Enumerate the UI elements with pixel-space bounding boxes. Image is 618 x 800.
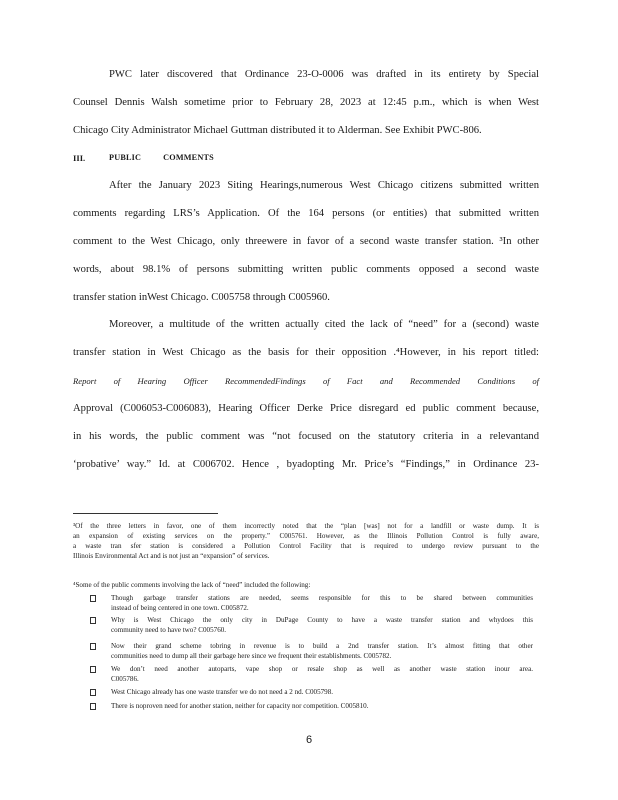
section-heading-word: PUBLIC	[109, 153, 142, 162]
body-line: words, about 98.1% of persons submitting written public comments opposed a second waste	[73, 264, 539, 275]
body-line: transfer station inWest Chicago. C005758 through C005960.	[73, 292, 330, 303]
body-line: ‘probative’ way.” Id. at C006702. Hence , byadopting Mr. Price’s “Findings,” in Ordinance 23-	[73, 459, 539, 470]
report-title-line: Report of Hearing Officer RecommendedFindings of Fact and Recommended Conditions of	[73, 376, 539, 386]
list-item-text: communities need to dump all their garbage here since we frequent their establishments. C005782.	[111, 652, 392, 660]
footnote-line: ³Of the three letters in favor, one of them incorrectly noted that the “plan [was] not for a landfill or waste dump. It is	[73, 522, 539, 530]
body-line: Moreover, a multitude of the written actually cited the lack of “need” for a (second) waste	[109, 319, 539, 330]
bullet-box-icon	[90, 617, 96, 624]
list-item-text: instead of being centered in one town. C005872.	[111, 604, 249, 612]
list-item-text: community need to have two? C005760.	[111, 626, 227, 634]
footnote-intro: ⁴Some of the public comments involving the lack of “need” included the following:	[73, 581, 311, 589]
bullet-box-icon	[90, 703, 96, 710]
body-line: comments regarding LRS’s Application. Of the 164 persons (or entities) that submitted written	[73, 208, 539, 219]
list-item-text: Why is West Chicago the only city in DuPage County to have a waste transfer station and whydoes this	[111, 616, 533, 624]
section-heading-word: COMMENTS	[163, 153, 214, 162]
body-line: comment to the West Chicago, only threewere in favor of a second waste transfer station. ³In other	[73, 236, 539, 247]
bullet-box-icon	[90, 643, 96, 650]
body-line: After the January 2023 Siting Hearings,numerous West Chicago citizens submitted written	[109, 180, 539, 191]
list-item-text: Though garbage transfer stations are needed, seems responsible for this to be shared between communities	[111, 594, 533, 602]
footnote-separator	[73, 513, 218, 514]
bullet-box-icon	[90, 595, 96, 602]
list-item-text: C005786.	[111, 675, 139, 683]
body-line: Counsel Dennis Walsh sometime prior to February 28, 2023 at 12:45 p.m., which is when West	[73, 97, 539, 108]
list-item-text: West Chicago already has one waste transfer we do not need a 2 nd. C005798.	[111, 688, 334, 696]
list-item-text: Now their grand scheme tobring in revenue is to build a 2nd transfer station. It’s almost fitting that other	[111, 642, 533, 650]
bullet-box-icon	[90, 689, 96, 696]
section-number: III.	[73, 153, 86, 163]
body-line: Chicago City Administrator Michael Guttman distributed it to Alderman. See Exhibit PWC-806.	[73, 125, 482, 136]
list-item-text: There is noproven need for another station, neither for capacity nor competition. C005810.	[111, 702, 369, 710]
footnote-line: an expansion of existing services on the property.” C005761. However, as the Illinois Pollution Control is fully aware,	[73, 532, 539, 540]
section-heading	[109, 152, 236, 164]
body-line: transfer station in West Chicago as the basis for their opposition .⁴However, in his report titled:	[73, 347, 539, 358]
footnote-line: Illinois Environmental Act and is not just an “expansion” of services.	[73, 552, 270, 560]
page-number: 6	[305, 734, 313, 746]
body-line: PWC later discovered that Ordinance 23-O-0006 was drafted in its entirety by Special	[109, 69, 539, 80]
bullet-box-icon	[90, 666, 96, 673]
body-line: Approval (C006053-C006083), Hearing Officer Derke Price disregard ed public comment because,	[73, 403, 539, 414]
body-line: in his words, the public comment was “not focused on the statutory criteria in a relevantand	[73, 431, 539, 442]
list-item-text: We don’t need another autoparts, vape shop or resale shop as well as another waste station inour area.	[111, 665, 533, 673]
footnote-line: a waste tran sfer station is considered a Pollution Control Facility that is required to undergo review pursuant to the	[73, 542, 539, 550]
